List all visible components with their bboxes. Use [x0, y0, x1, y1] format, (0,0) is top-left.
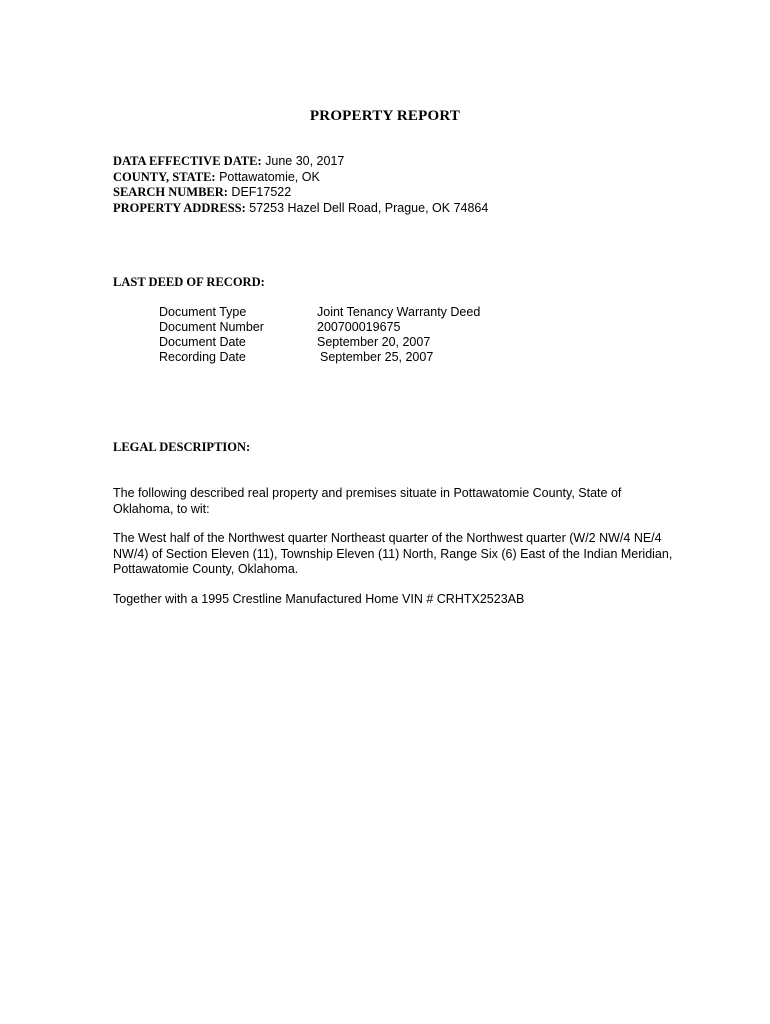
meta-value: Pottawatomie, OK: [219, 169, 320, 184]
meta-label: PROPERTY ADDRESS:: [113, 200, 246, 215]
deed-row-recording-date: [159, 350, 480, 365]
meta-label: DATA EFFECTIVE DATE:: [113, 154, 262, 168]
meta-value: June 30, 2017: [265, 154, 345, 168]
meta-label: SEARCH NUMBER:: [113, 185, 228, 199]
legal-paragraph-intro: The following described real property and premises situate in Pottawatomie County, State of Oklahoma, to wit:: [113, 486, 622, 516]
deed-row-document-number: [159, 320, 480, 335]
meta-property-address: [113, 201, 488, 217]
last-deed-heading: LAST DEED OF RECORD:: [113, 275, 265, 289]
last-deed-table: [159, 305, 480, 365]
deed-key: Document Number: [159, 320, 264, 334]
report-meta: [113, 154, 488, 216]
deed-row-document-date: [159, 335, 480, 350]
legal-description-body: [113, 486, 673, 621]
meta-value: DEF17522: [231, 185, 292, 199]
deed-key: Recording Date: [159, 350, 246, 364]
meta-county-state: [113, 170, 488, 186]
report-title: PROPERTY REPORT: [309, 108, 461, 124]
legal-paragraph-manufactured-home: Together with a 1995 Crestline Manufactured Home VIN # CRHTX2523AB: [113, 591, 525, 606]
deed-row-document-type: [159, 305, 480, 320]
meta-value: 57253 Hazel Dell Road, Prague, OK 74864: [249, 200, 489, 215]
meta-effective-date: [113, 154, 488, 170]
deed-value: September 25, 2007: [320, 350, 434, 364]
legal-paragraph-description: The West half of the Northwest quarter Northeast quarter of the Northwest quarter (W/2 NW/4 NE/4 NW/4) of Section Eleven (11), Township Eleven (11) North, Range Six (6) East of the Indian Meridian, Pottawatomie County, Oklahoma.: [113, 531, 673, 576]
deed-value: Joint Tenancy Warranty Deed: [317, 305, 481, 319]
deed-key: Document Type: [159, 305, 247, 319]
deed-value: September 20, 2007: [317, 335, 431, 349]
deed-key: Document Date: [159, 335, 246, 349]
meta-search-number: [113, 185, 488, 201]
meta-label: COUNTY, STATE:: [113, 169, 216, 184]
legal-description-heading: LEGAL DESCRIPTION:: [113, 440, 251, 454]
deed-value: 200700019675: [317, 320, 401, 334]
